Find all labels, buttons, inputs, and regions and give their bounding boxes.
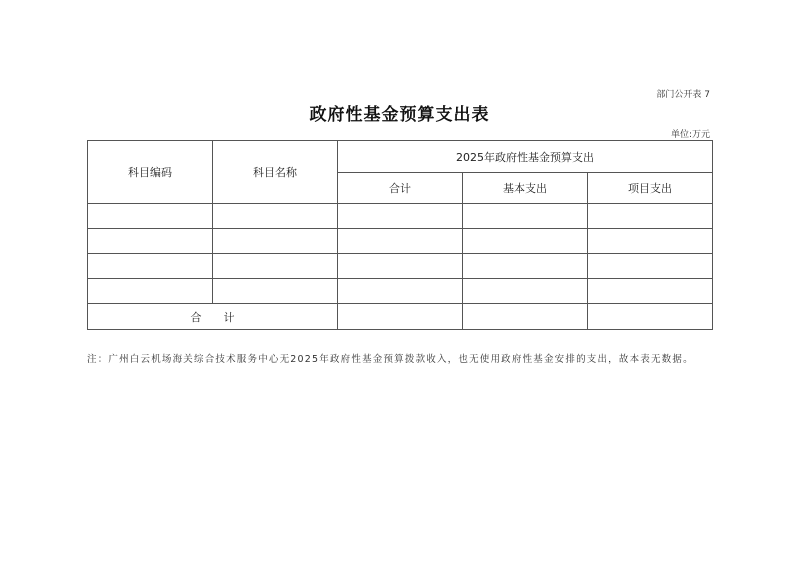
- cell-name: [213, 229, 338, 254]
- budget-table: [87, 140, 713, 330]
- unit-label: 单位:万元: [670, 130, 710, 140]
- total-cell-project: [588, 304, 713, 330]
- header-name: 科目名称: [213, 141, 338, 204]
- cell-code: [88, 204, 213, 229]
- cell-code: [88, 279, 213, 304]
- cell-total: [338, 229, 463, 254]
- cell-code: [88, 229, 213, 254]
- cell-project: [588, 279, 713, 304]
- total-row: [88, 304, 713, 330]
- cell-basic: [463, 229, 588, 254]
- total-cell-total: [338, 304, 463, 330]
- page-title: 政府性基金预算支出表: [309, 105, 490, 125]
- cell-basic: [463, 204, 588, 229]
- table-row: [88, 204, 713, 229]
- total-label: 合计: [88, 304, 338, 330]
- header-basic: 基本支出: [463, 173, 588, 204]
- cell-total: [338, 254, 463, 279]
- header-code: 科目编码: [88, 141, 213, 204]
- cell-basic: [463, 279, 588, 304]
- cell-project: [588, 229, 713, 254]
- cell-code: [88, 254, 213, 279]
- total-cell-basic: [463, 304, 588, 330]
- cell-name: [213, 204, 338, 229]
- table-row: [88, 229, 713, 254]
- header-group: 2025年政府性基金预算支出: [338, 141, 713, 173]
- cell-project: [588, 254, 713, 279]
- header-total: 合计: [338, 173, 463, 204]
- footnote: 注：广州白云机场海关综合技术服务中心无2025年政府性基金预算拨款收入，也无使用政府性基金安排的支出，故本表无数据。: [87, 354, 694, 365]
- table-row: [88, 279, 713, 304]
- cell-name: [213, 279, 338, 304]
- header-row-1: [88, 141, 713, 173]
- form-number: 部门公开表 7: [656, 90, 710, 100]
- header-project: 项目支出: [588, 173, 713, 204]
- cell-name: [213, 254, 338, 279]
- cell-total: [338, 279, 463, 304]
- cell-total: [338, 204, 463, 229]
- cell-basic: [463, 254, 588, 279]
- table-row: [88, 254, 713, 279]
- cell-project: [588, 204, 713, 229]
